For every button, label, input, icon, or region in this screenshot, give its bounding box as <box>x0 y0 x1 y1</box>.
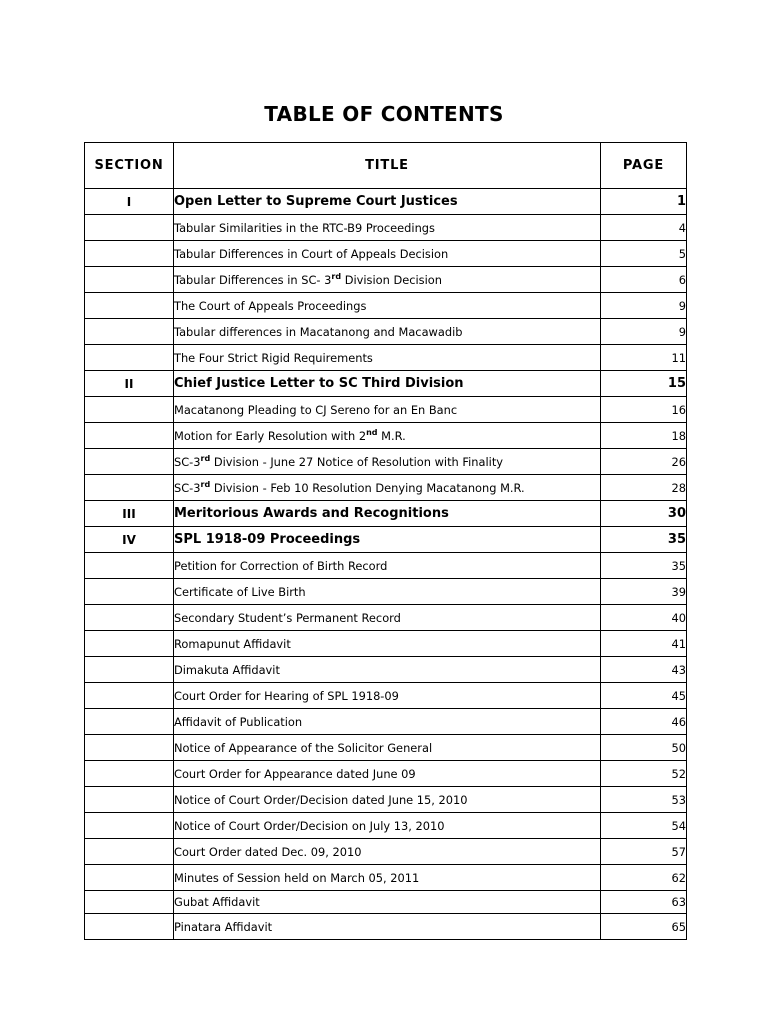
entry-row <box>85 397 687 423</box>
entry-title: Notice of Court Order/Decision dated June 15, 2010 <box>174 787 601 813</box>
entry-title: Meritorious Awards and Recognitions <box>174 501 601 527</box>
entry-row <box>85 449 687 475</box>
entry-title-text: Motion for Early Resolution with 2 <box>174 428 367 443</box>
entry-title: Petition for Correction of Birth Record <box>174 553 601 579</box>
entry-row <box>85 319 687 345</box>
page-number: 39 <box>601 579 687 605</box>
entry-title-text: Division - Feb 10 Resolution Denying Macatanong M.R. <box>210 480 525 495</box>
entry-title: Secondary Student’s Permanent Record <box>174 605 601 631</box>
entry-title: Dimakuta Affidavit <box>174 657 601 683</box>
section-number <box>85 914 174 940</box>
section-number <box>85 293 174 319</box>
entry-row <box>85 267 687 293</box>
entry-title-text: M.R. <box>377 428 406 443</box>
entry-row <box>85 839 687 865</box>
entry-title-text: SC-3 <box>174 480 201 495</box>
section-number <box>85 267 174 293</box>
page-title: TABLE OF CONTENTS <box>264 102 504 126</box>
entry-row <box>85 605 687 631</box>
entry-row <box>85 579 687 605</box>
page-number: 35 <box>601 527 687 553</box>
entry-title: Tabular differences in Macatanong and Macawadib <box>174 319 601 345</box>
page-number: 35 <box>601 553 687 579</box>
section-row <box>85 371 687 397</box>
ordinal-superscript: rd <box>200 453 211 463</box>
entry-title: Open Letter to Supreme Court Justices <box>174 189 601 215</box>
entry-row <box>85 293 687 319</box>
entry-title: Pinatara Affidavit <box>174 914 601 940</box>
page-number: 15 <box>601 371 687 397</box>
page-number: 50 <box>601 735 687 761</box>
section-number: IV <box>85 527 174 553</box>
page-number: 65 <box>601 914 687 940</box>
section-number: III <box>85 501 174 527</box>
page-number: 9 <box>601 319 687 345</box>
table-header <box>85 143 687 189</box>
entry-row <box>85 423 687 449</box>
section-number <box>85 345 174 371</box>
page-number: 40 <box>601 605 687 631</box>
section-number <box>85 657 174 683</box>
section-number <box>85 683 174 709</box>
section-number <box>85 735 174 761</box>
entry-title: Gubat Affidavit <box>174 891 601 914</box>
section-number <box>85 813 174 839</box>
title-column-header: TITLE <box>174 143 601 189</box>
entry-title <box>174 267 601 293</box>
section-number <box>85 605 174 631</box>
entry-row <box>85 631 687 657</box>
entry-title: Macatanong Pleading to CJ Sereno for an En Banc <box>174 397 601 423</box>
entry-title: Notice of Court Order/Decision on July 13, 2010 <box>174 813 601 839</box>
entry-row <box>85 345 687 371</box>
section-number <box>85 891 174 914</box>
table-body <box>85 189 687 940</box>
section-number <box>85 709 174 735</box>
section-number <box>85 475 174 501</box>
section-number <box>85 397 174 423</box>
section-number: II <box>85 371 174 397</box>
entry-title: Chief Justice Letter to SC Third Division <box>174 371 601 397</box>
page-number: 41 <box>601 631 687 657</box>
section-column-header: SECTION <box>85 143 174 189</box>
header-row <box>85 143 687 189</box>
entry-row <box>85 914 687 940</box>
entry-row <box>85 553 687 579</box>
page-number: 1 <box>601 189 687 215</box>
entry-row <box>85 215 687 241</box>
section-number <box>85 319 174 345</box>
page-number: 54 <box>601 813 687 839</box>
entry-title: Court Order dated Dec. 09, 2010 <box>174 839 601 865</box>
entry-row <box>85 709 687 735</box>
page-number: 16 <box>601 397 687 423</box>
entry-title: Tabular Differences in Court of Appeals Decision <box>174 241 601 267</box>
page-number: 30 <box>601 501 687 527</box>
section-number <box>85 631 174 657</box>
page-number: 45 <box>601 683 687 709</box>
entry-title: Romapunut Affidavit <box>174 631 601 657</box>
entry-title: The Court of Appeals Proceedings <box>174 293 601 319</box>
entry-title: Tabular Similarities in the RTC-B9 Proceedings <box>174 215 601 241</box>
section-number <box>85 579 174 605</box>
entry-title: Court Order for Hearing of SPL 1918-09 <box>174 683 601 709</box>
entry-title <box>174 475 601 501</box>
ordinal-superscript: nd <box>366 427 378 437</box>
page-number: 9 <box>601 293 687 319</box>
page-number: 63 <box>601 891 687 914</box>
entry-title: Notice of Appearance of the Solicitor General <box>174 735 601 761</box>
page-column-header: PAGE <box>601 143 687 189</box>
section-number <box>85 865 174 891</box>
entry-row <box>85 683 687 709</box>
entry-title-text: SC-3 <box>174 454 201 469</box>
entry-row <box>85 241 687 267</box>
ordinal-superscript: rd <box>331 271 342 281</box>
entry-title <box>174 423 601 449</box>
entry-row <box>85 813 687 839</box>
entry-row <box>85 787 687 813</box>
page-number: 6 <box>601 267 687 293</box>
page-number: 11 <box>601 345 687 371</box>
entry-title: Court Order for Appearance dated June 09 <box>174 761 601 787</box>
page-number: 28 <box>601 475 687 501</box>
page-number: 53 <box>601 787 687 813</box>
section-row <box>85 501 687 527</box>
entry-title: Certificate of Live Birth <box>174 579 601 605</box>
entry-title <box>174 449 601 475</box>
entry-title: Affidavit of Publication <box>174 709 601 735</box>
section-row <box>85 527 687 553</box>
entry-title: SPL 1918-09 Proceedings <box>174 527 601 553</box>
entry-title: Minutes of Session held on March 05, 2011 <box>174 865 601 891</box>
section-number <box>85 449 174 475</box>
ordinal-superscript: rd <box>200 479 211 489</box>
entry-title-text: Division Decision <box>341 272 442 287</box>
section-number <box>85 761 174 787</box>
section-number <box>85 839 174 865</box>
entry-row <box>85 735 687 761</box>
page-number: 4 <box>601 215 687 241</box>
entry-row <box>85 761 687 787</box>
page-number: 43 <box>601 657 687 683</box>
section-number: I <box>85 189 174 215</box>
entry-row <box>85 865 687 891</box>
entry-title-text: Tabular Differences in SC- 3 <box>174 272 332 287</box>
page-number: 62 <box>601 865 687 891</box>
page-number: 57 <box>601 839 687 865</box>
contents-table <box>84 142 687 940</box>
page-number: 46 <box>601 709 687 735</box>
section-row <box>85 189 687 215</box>
page-number: 5 <box>601 241 687 267</box>
entry-title-text: Division - June 27 Notice of Resolution with Finality <box>210 454 504 469</box>
section-number <box>85 787 174 813</box>
section-number <box>85 553 174 579</box>
section-number <box>85 241 174 267</box>
section-number <box>85 215 174 241</box>
entry-row <box>85 475 687 501</box>
entry-title: The Four Strict Rigid Requirements <box>174 345 601 371</box>
page-number: 18 <box>601 423 687 449</box>
entry-row <box>85 891 687 914</box>
entry-row <box>85 657 687 683</box>
page-number: 26 <box>601 449 687 475</box>
section-number <box>85 423 174 449</box>
page-number: 52 <box>601 761 687 787</box>
